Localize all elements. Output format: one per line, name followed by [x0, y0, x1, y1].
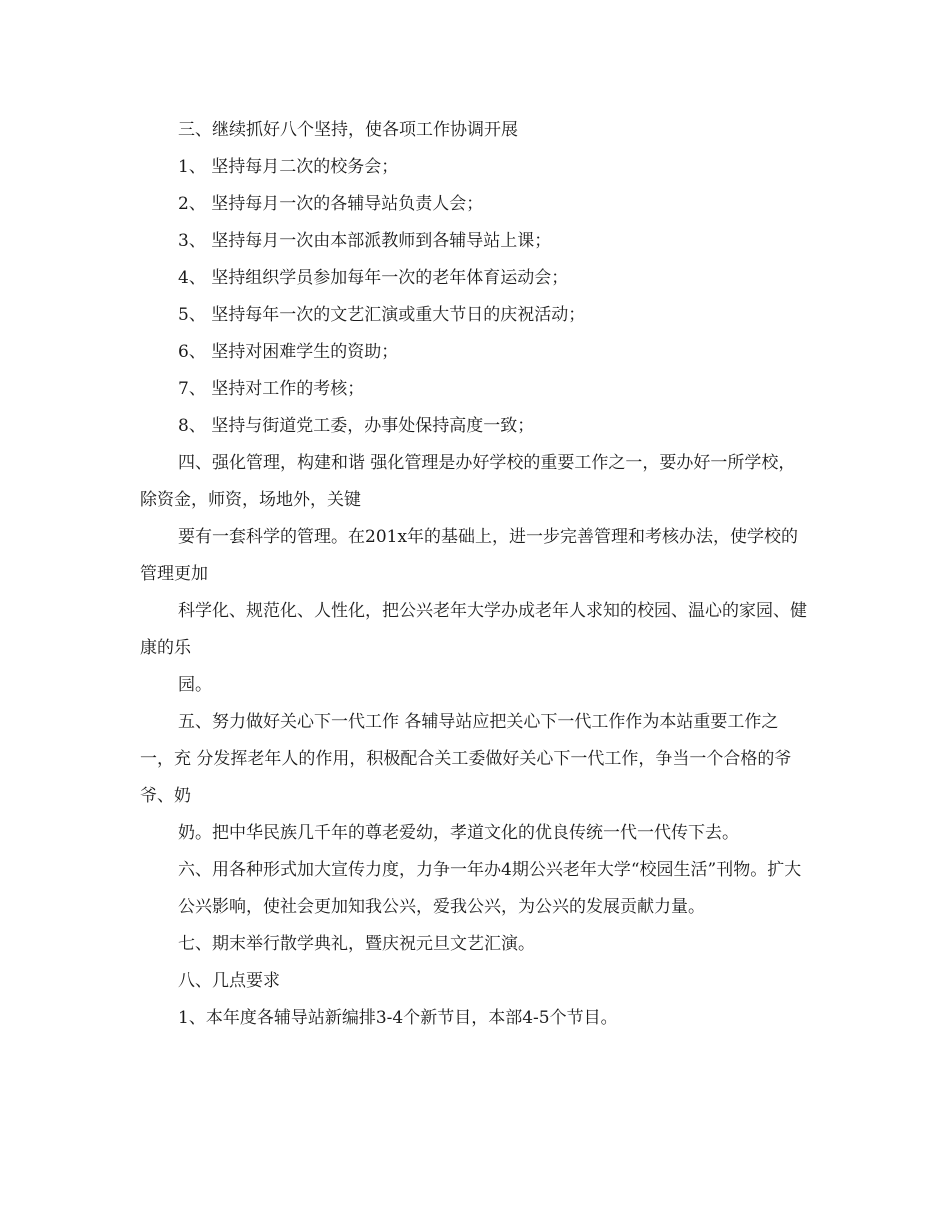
section-paragraph-4-cont: 科学化、规范化、人性化，把公兴老年大学办成老年人求知的校园、温心的家园、健康的乐 [140, 601, 807, 658]
list-item: 5、 坚持每年一次的文艺汇演或重大节日的庆祝活动； [178, 305, 586, 325]
list-item: 6、 坚持对困难学生的资助； [178, 342, 399, 362]
list-item: 2、 坚持每月一次的各辅导站负责人会； [178, 194, 484, 214]
list-item: 3、 坚持每月一次由本部派教师到各辅导站上课； [178, 231, 552, 251]
list-item: 8、 坚持与街道党工委，办事处保持高度一致； [178, 416, 535, 436]
section-paragraph-4-cont: 园。 [178, 675, 212, 695]
section-paragraph-6-cont: 公兴影响，使社会更加知我公兴，爱我公兴，为公兴的发展贡献力量。 [178, 897, 705, 917]
section-paragraph-6: 六、用各种形式加大宣传力度，力争一年办4期公兴老年大学“校园生活”刊物。扩大 [178, 860, 802, 880]
list-item: 4、 坚持组织学员参加每年一次的老年体育运动会； [178, 268, 569, 288]
list-item: 1、 坚持每月二次的校务会； [178, 157, 399, 177]
section-paragraph-5-cont: 奶。把中华民族几千年的尊老爱幼，孝道文化的优良传统一代一代传下去。 [178, 823, 739, 843]
list-item: 1、本年度各辅导站新编排3-4个新节目，本部4-5个节目。 [178, 1008, 618, 1028]
section-heading-8: 八、几点要求 [178, 971, 280, 991]
document-body [140, 112, 812, 1037]
section-paragraph-4: 四、强化管理，构建和谐 强化管理是办好学校的重要工作之一，要办好一所学校，除资金，师资，场地外，关键 [140, 453, 796, 510]
section-heading-7: 七、期末举行散学典礼，暨庆祝元旦文艺汇演。 [178, 934, 535, 954]
section-paragraph-4-cont: 要有一套科学的管理。在201x年的基础上，进一步完善管理和考核办法，使学校的管理更加 [140, 527, 799, 584]
list-item: 7、 坚持对工作的考核； [178, 379, 365, 399]
section-heading-3: 三、继续抓好八个坚持，使各项工作协调开展 [178, 120, 518, 140]
section-paragraph-5: 五、努力做好关心下一代工作 各辅导站应把关心下一代工作作为本站重要工作之一，充 分发挥老年人的作用，积极配合关工委做好关心下一代工作，争当一个合格的爷爷、奶 [140, 712, 792, 806]
